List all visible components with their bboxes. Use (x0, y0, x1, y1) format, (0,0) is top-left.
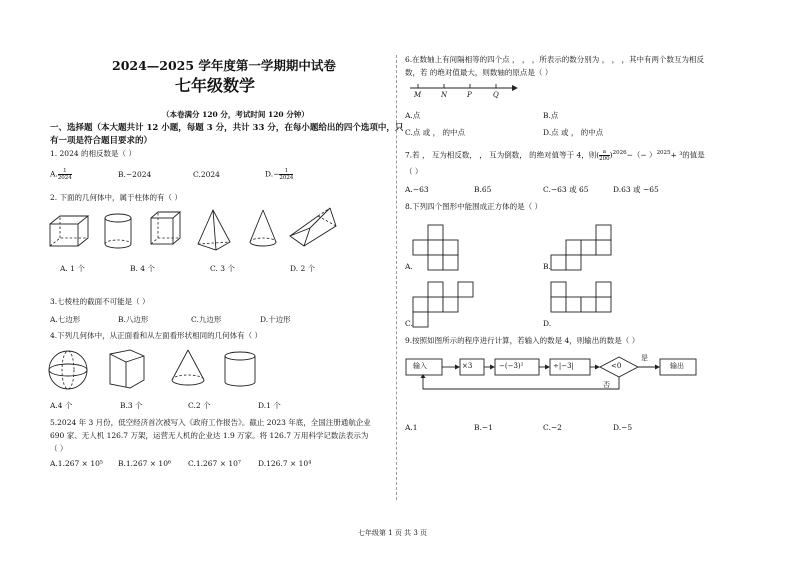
flow-condition-diamond: <0 (611, 362, 622, 370)
q3-option-d[interactable]: D.十边形 (260, 315, 291, 324)
cone-shape-2 (172, 350, 204, 385)
q1-option-d[interactable]: D.− $\frac{1}{2024}$ (265, 168, 294, 182)
q4-option-b[interactable]: B.3 个 (120, 401, 143, 410)
q6-option-d[interactable]: D.点 或 ， 的中点 (543, 128, 604, 137)
section-heading: 一、选择题（本大题共计 12 小题，每题 3 分，共计 33 分，在每小题给出的四个选项中，只 (50, 123, 404, 133)
q7-option-b[interactable]: B.65 (474, 185, 492, 194)
q8-net-d-figure (551, 282, 631, 330)
cone-shape (250, 210, 276, 246)
q9-option-a[interactable]: A.1 (405, 423, 418, 432)
flow-no-label: 否 (603, 381, 610, 389)
q4-solids-figure (48, 348, 268, 393)
q2-stem: 2. 下面的几何体中，属于柱体的有（ ） (50, 193, 182, 202)
q7-answer-blank: （ ） (405, 167, 423, 176)
column-divider (396, 55, 397, 500)
cylinder-shape-2 (225, 352, 255, 386)
flow-times-three-box: ×3 (462, 362, 473, 370)
flow-minus-square-box: −(−3)² (499, 362, 524, 370)
q1-stem: 1. 2024 的相反数是（ ） (50, 149, 136, 158)
q8-stem: 8.下列四个图形中能围成正方体的是（ ） (405, 202, 543, 211)
triangular-prism-shape (290, 208, 336, 246)
cuboid-shape (50, 216, 88, 246)
cylinder-shape (105, 214, 131, 248)
q1-option-b[interactable]: B.−2024 (118, 170, 152, 179)
axis-label-q: Q (493, 91, 499, 99)
q5-option-a[interactable]: A.1.267 × 10⁵ (50, 459, 103, 468)
q4-option-d[interactable]: D.1 个 (258, 401, 281, 410)
q2-option-a[interactable]: A. 1 个 (60, 264, 85, 273)
q8-option-b[interactable]: B. (543, 262, 551, 271)
axis-label-p: P (467, 91, 472, 99)
q5-stem-line3: （ ） (50, 444, 68, 453)
q9-option-b[interactable]: B.−1 (474, 423, 493, 432)
q2-option-b[interactable]: B. 4 个 (130, 264, 155, 273)
q8-option-a[interactable]: A. (405, 262, 413, 271)
q1-option-a[interactable]: A. $\frac{1}{2024}$ (50, 168, 72, 182)
q3-option-a[interactable]: A.七边形 (50, 315, 81, 324)
q3-option-c[interactable]: C.九边形 (191, 315, 222, 324)
q4-stem: 4.下列几何体中，从正面看和从左面看形状相同的几何体有（ ） (50, 331, 263, 340)
q5-option-b[interactable]: B.1.267 × 10⁶ (118, 459, 171, 468)
q3-stem: 3.七棱柱的截面不可能是（ ） (50, 297, 150, 306)
q6-option-a[interactable]: A.点 (405, 111, 421, 120)
q7-option-c[interactable]: C.−63 或 65 (543, 185, 589, 194)
q7-option-a[interactable]: A.−63 (405, 185, 429, 194)
q2-option-d[interactable]: D. 2 个 (290, 264, 316, 273)
q2-option-c[interactable]: C. 3 个 (210, 264, 235, 273)
q7-option-d[interactable]: D.63 或 −65 (613, 185, 659, 194)
hexagonal-prism-shape (110, 350, 144, 388)
q7-stem: 7.若 ， 互为相反数， ， 互为倒数， 的绝对值等于 4，则( $\frac{a}{200}$ )$^{2026}-(- )^{2025}+ ^3$的值是 (405, 149, 705, 163)
flow-yes-label: 是 (641, 354, 648, 362)
q5-option-d[interactable]: D.126.7 × 10⁴ (258, 459, 312, 468)
sphere-shape (49, 351, 87, 389)
exam-info: （本卷满分 120 分，考试时间 120 分钟） (162, 110, 309, 119)
pyramid-shape (198, 210, 230, 250)
cube-shape (151, 212, 180, 244)
q9-option-d[interactable]: D.−5 (613, 423, 633, 432)
q4-option-c[interactable]: C.2 个 (188, 401, 211, 410)
q3-option-b[interactable]: B.八边形 (118, 315, 149, 324)
flow-divide-abs-box: ÷|−3| (553, 362, 574, 370)
q8-option-d[interactable]: D. (543, 319, 552, 328)
q6-option-b[interactable]: B.点 (543, 111, 559, 120)
q9-stem: 9.按照如图所示的程序进行计算，若输入的数是 4，则输出的数是（ ） (405, 336, 640, 345)
q6-option-c[interactable]: C.点 或 ， 的中点 (405, 128, 466, 137)
q2-solids-figure (48, 206, 338, 256)
q8-option-c[interactable]: C. (405, 319, 413, 328)
number-line-figure (408, 82, 520, 100)
q8-net-c-figure (413, 282, 493, 330)
q5-stem-line2: 690 家、无人机 126.7 万架，运营无人机的企业达 1.9 万家。将 126.7 万用科学记数法表示为 (50, 431, 369, 440)
section-heading-cont: 有一项是符合题目要求的） (50, 136, 153, 146)
page-footer: 七年级第 1 页 共 3 页 (358, 529, 428, 537)
flow-output-box: 输出 (670, 362, 684, 370)
q1-option-c[interactable]: C.2024 (193, 170, 220, 179)
exam-title: 2024—2025 学年度第一学期期中试卷 (112, 58, 336, 73)
axis-label-m: M (414, 91, 422, 99)
axis-label-n: N (441, 91, 448, 99)
q5-option-c[interactable]: C.1.267 × 10⁷ (188, 459, 241, 468)
q4-option-a[interactable]: A.4 个 (50, 401, 73, 410)
q9-option-c[interactable]: C.−2 (543, 423, 562, 432)
q8-net-a-figure (413, 225, 473, 273)
q5-stem-line1: 5.2024 年 3 月份，低空经济首次被写入《政府工作报告》。截止 2023 年底，全国注册通航企业 (50, 418, 371, 427)
flow-input-box: 输入 (413, 362, 427, 370)
q6-stem-line1: 6.在数轴上有间隔相等的四个点 ， ， ，所表示的数分别为 ， ， ，其中有两个数互为相反 (405, 55, 704, 64)
q8-net-b-figure (551, 225, 631, 273)
q9-flowchart (405, 355, 705, 395)
q6-stem-line2: 数，若 的绝对值最大，则数轴的原点是（ ） (405, 68, 553, 77)
exam-subject: 七年级数学 (175, 76, 256, 95)
